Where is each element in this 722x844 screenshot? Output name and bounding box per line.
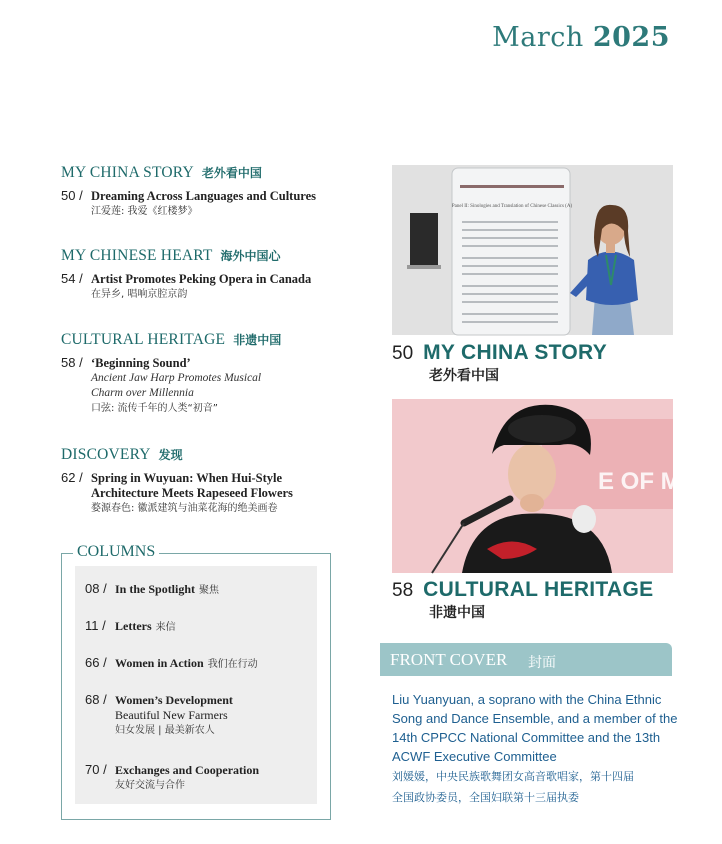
- entry-title: Artist Promotes Peking Opera in Canada: [91, 272, 312, 286]
- column-title: Women in Action: [115, 656, 204, 670]
- caption-line: ACWF Executive Committee: [392, 749, 557, 764]
- photo-woman-with-poster: [392, 165, 673, 335]
- caption-line: 14th CPPCC National Committee and the 13th: [392, 730, 661, 745]
- column-entry[interactable]: [85, 655, 258, 672]
- page-number: 62 /: [61, 470, 83, 485]
- entry-title: ‘Beginning Sound’: [91, 356, 191, 370]
- section-title-cn: 老外看中国: [201, 166, 262, 180]
- entry-title-cn: 江爱莲: 我爱《红楼梦》: [91, 206, 198, 217]
- column-title-cn: 来信: [155, 622, 176, 633]
- column-title: Letters: [115, 619, 152, 633]
- entry-title: Spring in Wuyuan: When Hui-Style: [91, 471, 283, 485]
- feature-photo-cultural-heritage[interactable]: [392, 399, 700, 573]
- column-entry[interactable]: [85, 692, 233, 738]
- toc-entry[interactable]: [61, 271, 311, 287]
- section-title: DISCOVERY: [61, 446, 151, 463]
- entry-title-cn: 婺源春色: 徽派建筑与油菜花海的绝美画卷: [91, 503, 278, 514]
- toc-entry[interactable]: [61, 355, 281, 371]
- feature-page-number: 58: [392, 580, 414, 601]
- issue-date: [492, 22, 670, 53]
- section-discovery: [61, 446, 293, 516]
- entry-title-cn: 口弦: 流传千年的人类“初音”: [91, 403, 218, 414]
- columns-title: COLUMNS: [73, 543, 159, 561]
- caption-line: Liu Yuanyuan, a soprano with the China Ethnic: [392, 692, 662, 707]
- column-title: Exchanges and Cooperation: [115, 763, 260, 777]
- feature-label-cultural-heritage[interactable]: [392, 578, 653, 622]
- column-entry[interactable]: [85, 762, 259, 793]
- page-number: 08 /: [85, 581, 107, 596]
- page-number: 66 /: [85, 655, 107, 670]
- entry-title: Dreaming Across Languages and Cultures: [91, 189, 317, 203]
- page-number: 68 /: [85, 692, 107, 707]
- feature-page-number: 50: [392, 343, 414, 364]
- front-cover-title-cn: 封面: [528, 655, 556, 671]
- column-title-cn: 聚焦: [199, 585, 220, 596]
- column-title-cn: 我们在行动: [207, 659, 258, 670]
- section-cultural-heritage: [61, 331, 281, 416]
- columns-list: [75, 566, 317, 804]
- page-number: 54 /: [61, 271, 83, 286]
- entry-subtitle: Ancient Jaw Harp Promotes Musical: [91, 372, 262, 384]
- section-title: MY CHINA STORY: [61, 164, 194, 181]
- caption-line: Song and Dance Ensemble, and a member of the: [392, 711, 678, 726]
- toc-entry[interactable]: [61, 188, 316, 204]
- column-title: Women’s Development: [115, 693, 233, 707]
- column-entry[interactable]: [85, 581, 219, 598]
- page-number: 11 /: [85, 618, 106, 633]
- page-number: 70 /: [85, 762, 107, 777]
- section-title-cn: 海外中国心: [220, 249, 281, 263]
- issue-year: 2025: [592, 22, 670, 53]
- feature-title: CULTURAL HERITAGE: [423, 578, 654, 601]
- section-title-cn: 非遗中国: [233, 333, 282, 347]
- front-cover-caption: [392, 690, 682, 808]
- page-number: 58 /: [61, 355, 83, 370]
- photo-jaw-harp-performer: [392, 399, 700, 573]
- caption-line-cn: 全国政协委员，全国妇联第十三届执委: [392, 791, 579, 804]
- section-title-cn: 发现: [158, 448, 183, 462]
- column-title-cn: 友好交流与合作: [115, 780, 185, 791]
- entry-subtitle: Charm over Millennia: [91, 387, 194, 399]
- feature-photo-my-china-story[interactable]: [392, 165, 673, 335]
- feature-title-cn: 非遗中国: [429, 605, 485, 621]
- page-number: 50 /: [61, 188, 83, 203]
- entry-title-cont: Architecture Meets Rapeseed Flowers: [91, 486, 293, 500]
- toc-entry[interactable]: [61, 470, 293, 486]
- feature-title: MY CHINA STORY: [423, 341, 608, 364]
- banner-text: E OF MO: [598, 468, 700, 495]
- front-cover-title: FRONT COVER: [390, 650, 508, 669]
- caption-line-cn: 刘媛媛，中央民族歌舞团女高音歌唱家，第十四届: [392, 770, 634, 783]
- poster-heading: Panel II: Sinologies and Translation of Chinese Classics (A): [451, 204, 573, 209]
- section-my-chinese-heart: [61, 247, 311, 302]
- issue-month: March: [492, 22, 584, 53]
- section-title: CULTURAL HERITAGE: [61, 331, 226, 348]
- column-title-cn: 妇女发展 | 最美新农人: [115, 725, 215, 736]
- section-title: MY CHINESE HEART: [61, 247, 213, 264]
- entry-title-cn: 在异乡, 唱响京腔京韵: [91, 289, 188, 300]
- front-cover-header: [380, 643, 672, 676]
- column-subtitle: Beautiful New Farmers: [115, 708, 228, 722]
- section-my-china-story: [61, 164, 316, 219]
- column-title: In the Spotlight: [115, 582, 196, 596]
- feature-title-cn: 老外看中国: [429, 368, 499, 384]
- column-entry[interactable]: [85, 618, 176, 635]
- feature-label-my-china-story[interactable]: [392, 341, 607, 385]
